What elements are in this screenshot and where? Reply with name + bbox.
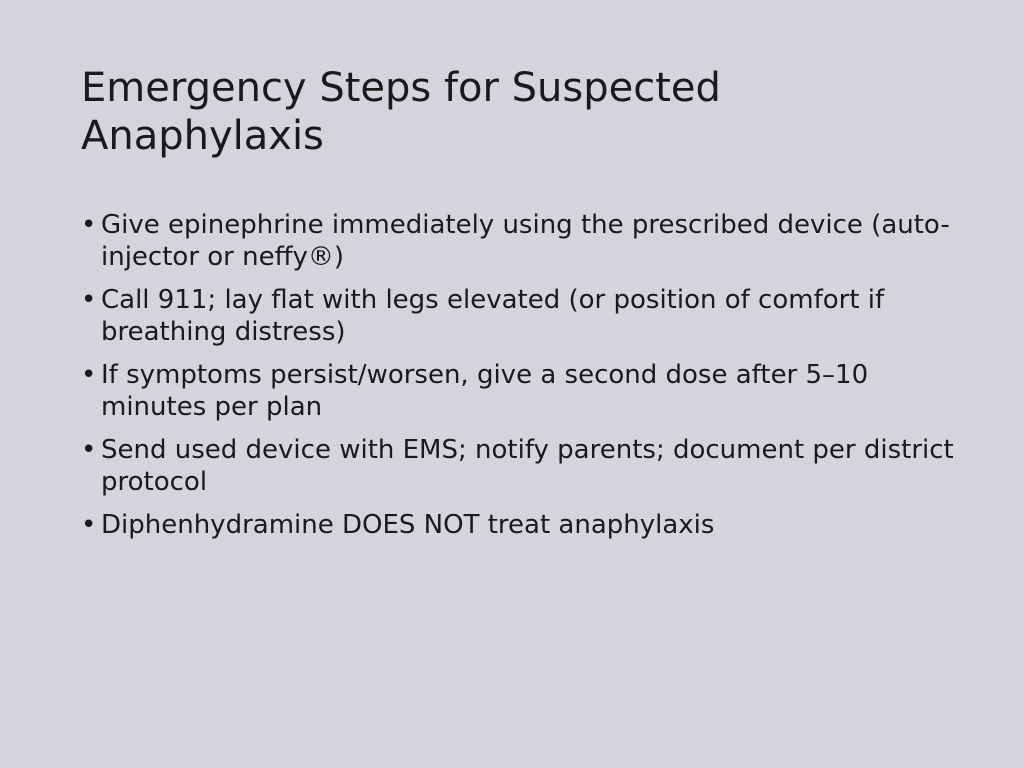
bullet-item — [81, 359, 961, 423]
bullet-dot: • — [81, 510, 97, 540]
bullet-text: If symptoms persist/worsen, give a second dose after 5–10 minutes per plan — [101, 360, 869, 422]
bullet-list — [81, 209, 961, 552]
bullet-text: Call 911; lay flat with legs elevated (or position of comfort if breathing distress) — [101, 285, 885, 347]
bullet-dot: • — [81, 435, 97, 465]
bullet-text: Diphenhydramine DOES NOT treat anaphylaxis — [101, 510, 715, 540]
bullet-dot: • — [81, 285, 97, 315]
bullet-item — [81, 284, 961, 348]
bullet-item — [81, 209, 961, 273]
bullet-dot: • — [81, 360, 97, 390]
bullet-item — [81, 434, 961, 498]
bullet-text: Send used device with EMS; notify parents; document per district protocol — [101, 435, 954, 497]
bullet-text: Give epinephrine immediately using the prescribed device (auto-injector or neffy®) — [101, 210, 950, 272]
bullet-item — [81, 509, 961, 541]
slide-title: Emergency Steps for Suspected Anaphylaxis — [81, 65, 721, 159]
bullet-dot: • — [81, 210, 97, 240]
